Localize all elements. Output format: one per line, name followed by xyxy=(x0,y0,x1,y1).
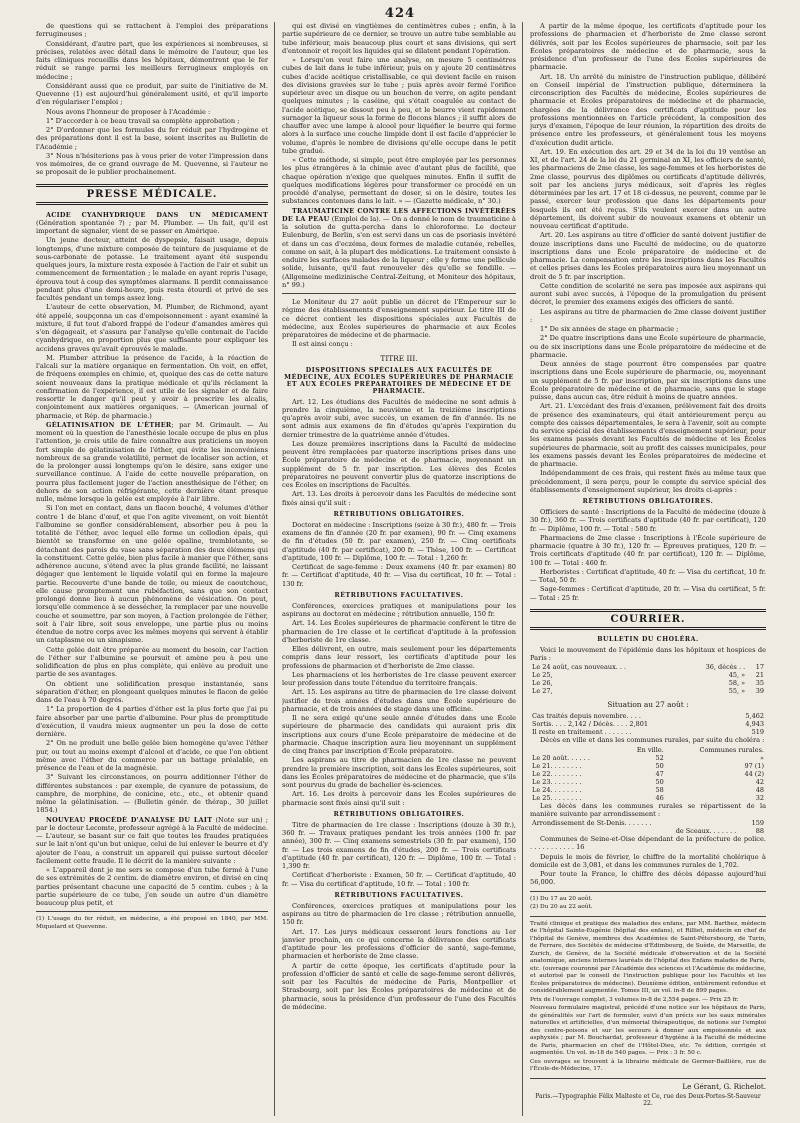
table-cell: 21 xyxy=(755,671,764,680)
paragraph: Art. 16. Les droits à percevoir dans les Écoles supérieures de pharmacie sont fixés ainsi qu'il suit : xyxy=(282,790,516,807)
paragraph: Art. 12. Les étudians des Facultés de médecine ne sont admis à prendre la cinquième, la neuvième et la treizième inscriptions qu'après avoir subi, avec succès, un examen de fin d'année. Ils ne sont admis aux examens de fin d'études qu'après l'expiration du dernier trimestre de la quatrième année d'études. xyxy=(282,397,516,439)
table-cell: Sortis. . . . 2,142 / Décès. . . . 2,801 xyxy=(532,720,648,729)
paragraph: Art. 14. Les Écoles supérieures de pharmacie confèrent le titre de pharmacien de 1re classe et le certificat d'aptitude à la profession d'herboriste de 1re classe. xyxy=(282,619,516,644)
paragraph: Il est ainsi conçu : xyxy=(292,340,353,349)
table-cell: Le 23. . . . . . . . xyxy=(532,777,582,786)
article-paragraph xyxy=(36,421,268,504)
table-cell: 519 xyxy=(751,728,764,737)
article-title: TRAUMATICINE CONTRE LES AFFECTIONS INVÉTÉRÉES DE LA PEAU xyxy=(282,206,516,223)
table-cell: 58, » xyxy=(728,679,746,688)
table-row xyxy=(530,712,766,720)
table-cell: Le 26, xyxy=(532,679,553,688)
titre-heading: TITRE III. xyxy=(380,353,418,363)
paragraph: Les pharmaciens et les herboristes de 1re classe peuvent exercer leur profession dans toute l'étendue du territoire français. xyxy=(282,670,516,687)
table-cell: 45, » xyxy=(728,671,746,680)
footnote: (1) Du 17 au 20 août. xyxy=(530,895,593,902)
table-cell: de Sceaux. . . . . . . xyxy=(675,827,737,835)
bibliography-entry: Prix de l'ouvrage complet, 3 volumes in-8 de 2,554 pages. — Prix 25 fr. xyxy=(530,996,739,1003)
table-cell: 58 xyxy=(655,785,664,794)
table-cell: Le 20 août. . . . . . xyxy=(532,753,590,762)
paragraph: Art. 17. Les jurys médicaux cesseront leurs fonctions au 1er janvier prochain, en ce qui concerne la délivrance des certificats d'aptitude pour les professions d'officier de santé, sage-femme, pharmacien et herboriste de 2me classe. xyxy=(282,927,516,961)
printer-line: Paris.—Typographie Félix Malteste et Ce, rue des Deux-Portes-St-Sauveur 22. xyxy=(535,1092,761,1107)
paragraph: Pharmaciens de 2me classe : Inscriptions à l'École supérieure de pharmacie (quatre à 30 fr.), 120 fr. — Épreuves pratiques, 120 fr. — Trois certificats d'aptitude (40 fr. par certificat), 120 fr. — Diplôme, 100 fr. — Total : 460 fr. xyxy=(530,533,766,567)
table-header-row xyxy=(530,746,766,754)
footnote-divider xyxy=(530,891,766,892)
table-cell: 5,462 xyxy=(745,712,764,721)
column-1 xyxy=(36,22,275,1116)
table-row xyxy=(530,720,766,728)
table-row xyxy=(530,770,766,778)
paragraph: 1° La proportion de 4 parties d'éther est la plus forte que j'ai pu faire absorber par une partie d'albumine. Pour plus de promptitude d'exécution, il vaudra mieux augmenter un peu la dose de cette dernière. xyxy=(36,705,268,738)
table-cell: Le 25, xyxy=(532,671,553,680)
paragraph: A partir de la même époque, les certificats d'aptitude pour les professions de pharmacien et d'herboriste de 2me classe seront délivrés, soit par les Écoles supérieures de pharmacie, soit par les Écoles préparatoires de médecine et de pharmacie, sous la présidence d'un professeur de l'une des Écoles supérieures de pharmacie. xyxy=(530,22,766,72)
table-cell: 35 xyxy=(755,679,764,688)
bulletin-heading: BULLETIN DU CHOLÉRA. xyxy=(597,635,699,643)
bibliography-entry: Traité clinique et pratique des maladies des enfans, par MM. Barthez, médecin de l'hôpital Sainte-Eugénie (hôpital des enfans), et Rilliet, médecin en chef de l'hôpital de Genève, membres des Académies de Saint-Pétersbourg, de Turin, de Ferrare, des Sociétés de médecine d'Édimbourg, de Suède, de Marseille, de Zurich, de Genève, de la Société médicale d'observation et de la Société anatomique, anciens internes lauréats de l'hôpital des Enfans malades de Paris, etc. (ouvrage couronné par l'Académie des sciences et l'Académie de médecine, et autorisé par le conseil de l'instruction publique pour les Facultés et les Écoles préparatoires de médecine). Deuxième édition, entièrement refondue et considérablement augmentée. Tomes III, un vol. in-8 de 899 pages. xyxy=(530,920,766,994)
footnote: (2) Du 20 au 22 août. xyxy=(530,904,593,910)
table-cell: 47 xyxy=(655,769,664,778)
paragraph: Pour toute la France, le chiffre des décès dépasse aujourd'hui 56,000. xyxy=(530,870,766,887)
table-cell: 88 xyxy=(755,827,764,835)
paragraph: On obtient une solidification presque instantanée, sans séparation d'éther, en plongeant quelques minutes le flacon de gelée dans de l'eau à 70 degrés. xyxy=(36,679,268,704)
article-text: (Emploi de la). — On a donné le nom de traumaticine à la solution de gutta-percha dans le chloroforme. Le docteur Eulenburg, de Berlin, s'en est servi dans un cas de psoriasis invétéré et dans un cas d'eczéma, deux formes de maladie cutanée, rebelles, comme on sait, à la plupart des médications. Le traitement consiste à enduire les surfaces malades de la liqueur ; elle y forme une pellicule solide, luisante, qu'il faut renouveler dès qu'elle se fendille. — (Allgemeine medizinische Central-Zeitung, et Moniteur des hôpitaux, n° 99.) xyxy=(282,214,516,289)
paragraph: Il ne sera exigé qu'une seule année d'études dans une École supérieure de pharmacie des candidats qui auraient pris dix inscriptions aux cours d'une École préparatoire de médecine et de pharmacie. Chaque inscription aura lieu moyennant un supplément de cinq francs par inscription d'École préparatoire. xyxy=(282,714,516,755)
table-cell: Le 22. . . . . . . . xyxy=(532,769,582,778)
hospital-cases-table xyxy=(530,663,766,695)
retributions-heading: RÉTRIBUTIONS FACULTATIVES. xyxy=(334,891,464,899)
paragraph: de questions qui se rattachent à l'emploi des préparations ferrugineuses ; xyxy=(36,22,268,39)
paragraph: 1° D'accorder à ce beau travail sa complète approbation ; xyxy=(46,116,240,125)
table-cell: 39 xyxy=(755,687,764,696)
paragraph: Art. 13. Les droits à percevoir dans les Facultés de médecine sont fixés ainsi qu'il suit : xyxy=(282,490,516,507)
retributions-heading: RÉTRIBUTIONS FACULTATIVES. xyxy=(334,591,464,599)
paragraph: Certificat d'herboriste : Examen, 50 fr. — Certificat d'aptitude, 40 fr. — Visa du certificat d'aptitude, 10 fr. — Total : 100 fr. xyxy=(282,871,516,888)
paragraph: Décès en ville et dans les communes rurales, par suite du choléra : xyxy=(540,736,765,745)
table-cell: 48 xyxy=(755,785,764,794)
table-cell: 97 (1) xyxy=(744,761,764,770)
page-number: 424 xyxy=(384,6,416,21)
paragraph: Art. 19. En exécution des art. 29 et 34 de la loi du 19 ventôse an XI, et de l'art. 24 de la loi du 21 germinal an XI, les officiers de santé, les pharmaciens de 2me classe, les sage-femmes et les herboristes de 2me classe, pourvus des diplômes ou certificats d'aptitude délivrés, soit par les anciens jurys médicaux, soit d'après les règles déterminées par les art. 17 et 18 ci-dessus, ne peuvent, comme par le passé, exercer leur profession que dans les départements pour lesquels ils ont été reçus. S'ils veulent exercer dans un autre département, ils doivent subir de nouveaux examens et obtenir un nouveau certificat d'aptitude. xyxy=(530,147,766,230)
paragraph: 3° Suivant les circonstances, on pourra additionner l'éther de différentes substances : par exemple, de cyanure de potassium, de camphre, de morphine, de conicine, etc., etc., et obtenir quand même la gélatinisation. — (Bulletin génér. de thérap., 30 juillet 1854.) xyxy=(36,773,268,815)
paragraph: Art. 15. Les aspirans au titre de pharmacien de 1re classe doivent justifier de trois années d'études dans une École supérieure de pharmacie, et de trois années de stage dans une officine. xyxy=(282,688,516,713)
divider xyxy=(282,293,516,294)
titre-subheading: DISPOSITIONS SPÉCIALES AUX FACULTÉS DE MÉDECINE, AUX ÉCOLES SUPÉRIEURES DE PHARMACIE ET AUX ÉCOLES PRÉPARATOIRES DE MÉDECINE ET DE PHARMACIE. xyxy=(284,366,514,395)
table-row xyxy=(530,827,766,835)
column-2 xyxy=(282,22,523,1116)
table-row xyxy=(530,819,766,827)
paragraph: Officiers de santé : Inscriptions de la Faculté de médecine (douze à 30 fr.), 360 fr. — Trois certificats d'aptitude (40 fr. par certificat), 120 fr. — Diplôme, 100 fr. — Total : 580 fr. xyxy=(530,508,766,533)
situation-heading: Situation au 27 août : xyxy=(607,700,689,710)
paragraph: Les décès dans les communes rurales se répartissent de la manière suivante par arrondissement : xyxy=(530,801,766,818)
paragraph: Herboristes : Certificat d'aptitude, 40 fr. — Visa du certificat, 10 fr. — Total, 50 fr. xyxy=(530,567,766,584)
paragraph: 2° D'ordonner que les formules du fer réduit par l'hydrogène et des préparations dont il est la base, soient inscrites au Bulletin de l'Académie ; xyxy=(36,126,268,151)
paragraph: « L'appareil dont je me sers se compose d'un tube fermé à l'une de ses extrémités de 2 centim. de diamètre environ, et divisé en cinq parties présentant chacune une capacité de 5 centim. cubes ; à la partie supérieure de ce tube, j'en soude un autre d'un diamètre beaucoup plus petit, et xyxy=(36,866,268,907)
retributions-heading: RÉTRIBUTIONS OBLIGATOIRES. xyxy=(333,810,465,818)
table-cell: 36, décès . . xyxy=(705,663,746,672)
paragraph: Conférences, exercices pratiques et manipulations pour les aspirans au titre de pharmacien de 1re classe ; rétribution annuelle, 150 fr. xyxy=(282,901,516,927)
paragraph: Certificat de sage-femme : Deux examens (40 fr. par examen) 80 fr. — Certificat d'aptitude, 40 fr. — Visa du certificat, 10 fr. — Total : 130 fr. xyxy=(282,563,516,588)
table-cell: Le 27, xyxy=(532,687,553,696)
paragraph: Conférences, exercices pratiques et manipulations pour les aspirans au doctorat en médecine ; rétribution annuelle, 150 fr. xyxy=(282,601,516,618)
table-cell: 46 xyxy=(655,793,664,802)
table-cell: Il reste en traitement . . . . . . . xyxy=(532,728,632,737)
paragraph: Les douze premières inscriptions dans la Faculté de médecine peuvent être remplacées par quatorze inscriptions prises dans une École préparatoire de médecine et de pharmacie, moyennant un supplément de 5 fr. par inscription. Les élèves des Écoles préparatoires ne peuvent convertir plus de quatorze inscriptions de ces Écoles en inscriptions de Facultés. xyxy=(282,439,516,489)
table-row xyxy=(530,778,766,786)
divider xyxy=(530,916,766,917)
paragraph: Indépendamment de ces frais, qui restent fixés au même taux que précédemment, il sera perçu, pour le compte du service spécial des établissements d'enseignement supérieur, les droits ci-après : xyxy=(530,469,766,494)
paragraph: Depuis le mois de février, le chiffre de la mortalité cholérique à domicile est de 3,081, et dans les communes rurales de 1,702. xyxy=(530,852,766,869)
table-row xyxy=(530,663,766,671)
table-row xyxy=(530,754,766,762)
footnote: (1) L'usage du fer réduit, en médecine, a été proposé en 1840, par MM. Miquelard et Quevenne. xyxy=(36,916,268,930)
gerant-signature: Le Gérant, G. Richelot. xyxy=(530,1078,766,1091)
article-paragraph xyxy=(36,211,268,236)
table-row xyxy=(530,762,766,770)
table-cell: Le 25. . . . . . . . xyxy=(532,793,582,802)
article-text: (Note sur un) ; par le docteur Lecomte, professeur agrégé à la Faculté de médecine. — L'auteur, se basant sur ce fait que toutes les fraudes pratiquées sur le lait n'ont qu'un but unique, celui de lui enlever le beurre et d'y ajouter de l'eau, a construit un appareil qui puisse surtout déceler facilement cette fraude. Il le décrit de la manière suivante : xyxy=(36,815,268,865)
paragraph: Les aspirans au titre de pharmacien de 2me classe doivent justifier : xyxy=(530,307,766,324)
table-cell: 32 xyxy=(755,793,764,802)
article-title: NOUVEAU PROCÉDÉ D'ANALYSE DU LAIT xyxy=(46,815,213,824)
table-cell: 159 xyxy=(751,819,764,827)
arrondissement-table xyxy=(530,819,766,835)
intro-paragraphs xyxy=(36,22,268,177)
paragraph: Art. 21. L'excédant des frais d'examen, prélèvement fait des droits de présence des examinateurs, qui était antérieurement perçu au compte des caisses départementales, le sera à l'avenir, soit au compte du service spécial des établissements d'enseignement supérieur, pour les examens passés devant les Facultés de médecine et les Écoles supérieures de pharmacie, soit au profit des caisses municipales, pour les examens passés devant les Écoles préparatoires de médecine et de pharmacie. xyxy=(530,402,766,468)
retributions-heading: RÉTRIBUTIONS OBLIGATOIRES. xyxy=(333,510,465,518)
paragraph: Un jeune docteur, atteint de dyspepsie, faisait usage, depuis longtemps, d'une mixture composée de teinture de jusquiame et de sous-carbonate de potasse. Le traitement ayant été suspendu quelques jours, la mixture resta exposée à l'action de l'air et subit un commencement de fermentation ; le malade en ayant repris l'usage, éprouva tout à coup des symptômes alarmans. Il perdit connaissance pendant plus d'une demi-heure, puis resta étourdi et privé de ses facultés pendant un temps assez long. xyxy=(36,236,268,302)
paragraph: Cette gelée doit être préparée au moment du besoin, car l'action de l'éther sur l'albumine se poursuit et amène peu à peu une solidification de plus en plus complète, qui enlève au produit une partie de ses avantages. xyxy=(36,645,268,679)
table-header-cell xyxy=(530,746,621,754)
table-cell: Cas traités depuis novembre. . . . xyxy=(532,712,641,721)
paragraph: » Lorsqu'on veut faire une analyse, on mesure 5 centimètres cubes de lait dans le tube inférieur, puis on y ajoute 20 centimètres cubes d'acide acétique cristallisable, ce qui devient facile en raison des divisions gravées sur le tube ; puis après avoir fermé l'orifice supérieur avec un disque ou un bouchon de verre, on agite pendant quelques minutes ; la caséine, qui s'était coagulée au contact de l'acide acétique, se dissout peu à peu, et le beurre vient rapidement surnager la liqueur sous la forme de flocons blancs ; il suffit alors de chauffer avec une lampe à alcool pour liquéfier le beurre qui forme alors à la surface une couche limpide dont il est facile d'apprécier le volume, d'après le nombre de divisions qu'elle occupe dans le petit tube gradué. xyxy=(282,56,516,155)
paragraph: A partir de cette époque, les certificats d'aptitude pour la profession d'officier de santé et celle de sage-femme seront délivrés, soit par les Facultés de médecine de Paris, Montpellier et Strasbourg, soit par les Écoles préparatoires de médecine et de pharmacie, sous la présidence d'un professeur de l'une des Facultés de médecine. xyxy=(282,961,516,1011)
retributions-heading: RÉTRIBUTIONS OBLIGATOIRES. xyxy=(582,498,714,505)
paragraph: Communes de Seine-et-Oise dépendant de la préfecture de police. . . . . . . . . . . . 16 xyxy=(530,835,766,852)
table-cell: » xyxy=(760,753,764,762)
paragraph: 2° De quatre inscriptions dans une École supérieure de pharmacie, ou de six inscriptions dans une École préparatoire de médecine et de pharmacie. xyxy=(530,334,766,359)
article-title: ACIDE CYANHYDRIQUE DANS UN MÉDICAMENT xyxy=(46,210,268,219)
paragraph: Considérant, d'autre part, que les expériences si nombreuses, si précises, relatées avec détail dans le mémoire de l'auteur, que les faits cliniques recueillis dans les hôpitaux, démontrent que le fer réduit se range parmi les meilleurs ferrugineux employés en médecine ; xyxy=(36,39,268,81)
section-title-presse: PRESSE MÉDICALE. xyxy=(36,184,268,205)
table-cell: 50 xyxy=(655,761,664,770)
paragraph: 1° De six années de stage en pharmacie ; xyxy=(540,325,679,333)
communes-table xyxy=(530,746,766,802)
paragraph: Sage-femmes : Certificat d'aptitude, 20 fr. — Visa du certificat, 5 fr. — Total : 25 fr. xyxy=(530,585,766,602)
table-row xyxy=(530,671,766,679)
paragraph: Elles délivrent, en outre, mais seulement pour les départements compris dans leur ressort, les certificats d'aptitude pour les professions de pharmacien et d'herboriste de 2me classe. xyxy=(282,645,516,670)
footnote-divider xyxy=(36,911,268,912)
paragraph: Art. 18. Un arrêté du ministre de l'instruction publique, délibéré en Conseil impérial de l'instruction publique, déterminera la circonscription des Facultés de médecine, Écoles supérieures de pharmacie et Écoles préparatoires de médecine et de pharmacie, chargées de la délivrance des certificats d'aptitude pour les professions mentionnées en l'article précédent, la composition des jurys d'examen, l'époque de leur réunion, la répartition des droits de présence entre les professeurs, et généralement tous les moyens d'exécution dudit article. xyxy=(530,72,766,147)
paragraph: Nous avons l'honneur de proposer à l'Académie : xyxy=(46,107,211,116)
table-row xyxy=(530,679,766,687)
paragraph: Les aspirans au titre de pharmacien de 1re classe ne peuvent prendre la première inscription, soit dans les Écoles supérieures, soit dans les Écoles préparatoires de médecine et de pharmacie, que s'ils sont pourvus du grade de bachelier ès-sciences. xyxy=(282,756,516,789)
table-cell: 42 xyxy=(755,777,764,786)
table-row xyxy=(530,794,766,802)
paragraph: Art. 20. Les aspirans au titre d'officier de santé doivent justifier de douze inscriptions dans une Faculté de médecine, ou de quatorze inscriptions dans une École préparatoire de médecine et de pharmacie. La compensation entre les inscriptions dans les Facultés et celles prises dans les Écoles préparatoires aura lieu moyennant un droit de 5 fr. par inscription. xyxy=(530,231,766,281)
paragraph: Voici le mouvement de l'épidémie dans les hôpitaux et hospices de Paris : xyxy=(530,645,766,662)
table-row xyxy=(530,687,766,695)
paragraph: M. Plumber attribue la présence de l'acide, à la réaction de l'alcali sur la matière organique en fermentation. On voit, en effet, de fréquens exemples en chimie, et, quoique des cas de cette nature soient nouveaux dans la pratique médicale et qu'ils réclament la confirmation de l'expérience, il est utile de les signaler et de faire ressortir le danger qu'il peut y avoir à prescrire les alcalis, conjointement aux matières organiques. — (American journal of pharmacie, et Rép. de pharmacie.) xyxy=(36,353,268,420)
table-cell: 44 (2) xyxy=(744,769,764,778)
article-text: (Génération spontanée ?) ; par M. Plumber. — Un fait, qu'il est important de signaler, vient de se passer en Amérique. xyxy=(36,218,268,235)
bibliography-entry: Ces ouvrages se trouvent à la librairie médicale de Germer-Baillière, rue de l'École-de-Médecine, 17. xyxy=(530,1058,766,1072)
paragraph: L'auteur de cette observation, M. Plumber, de Richmond, ayant été appelé, soupçonna un cas d'empoisonnement : ayant examiné la mixture, il fut tout d'abord frappé de l'odeur d'amandes amères qui s'en dégageait, et s'assura par l'analyse qu'elle contenait de l'acide cyanhydrique, en proportion plus que suffisante pour expliquer les accidens graves qu'avait éprouvés le malade. xyxy=(36,303,268,353)
paragraph: Titre de pharmacien de 1re classe : Inscriptions (douze à 30 fr.), 360 fr. — Travaux pratiques pendant les trois années (100 fr. par année), 300 fr. — Cinq examens semestriels (30 fr. par examen), 150 fr. — Les trois examens de fin d'études, 200 fr. — Trois certificats d'aptitude (40 fr. par certificat), 120 fr. — Diplôme, 100 fr. — Total : 1,390 fr. xyxy=(282,820,516,870)
table-cell: 55, » xyxy=(728,687,746,696)
table-cell: 50 xyxy=(655,777,664,786)
section-title-courrier: COURRIER. xyxy=(530,609,766,630)
article-paragraph xyxy=(36,816,268,866)
article-text: ; par M. Grimault. — Au moment où la question de l'anesthésie locale occupe de plus en plus l'attention, je crois utile de faire connaître aux praticiens un moyen fort simple de gélatinisation de l'éther, qui évite les inconvéniens nombreux de sa grande volatilité, permet de localiser son action, et de la prolonger aussi longtemps qu'on le désire, sans exiger une surveillance continue. A l'aide de cette nouvelle préparation, on pourra plus facilement juger de l'action anesthésique de l'éther, en dehors de son action réfrigérante, cette dernière étant presque nulle, même lorsque la gelée est employée à l'air libre. xyxy=(36,420,268,503)
column-3 xyxy=(530,22,766,1116)
table-cell: Le 21. . . . . . . . xyxy=(532,761,582,770)
bibliography-entry: Nouveau formulaire magistral, précédé d'une notice sur les hôpitaux de Paris, de généralités sur l'art de formuler, suivi d'un précis sur les eaux minérales naturelles et artificielles, d'un mémorial thérapeutique, de notions sur l'emploi des contre-poisons et sur les secours à donner aux empoisonnés et aux asphyxiés ; par M. Bouchardat, professeur d'hygiène à la Faculté de médecine de Paris, pharmacien en chef de l'Hôtel-Dieu, etc. 7e édition, corrigée et augmentée. Un vol. in-18 de 540 pages. — Prix : 3 fr. 50 c. xyxy=(530,1005,766,1056)
paragraph: Si l'on met en contact, dans un flacon bouché, 4 volumes d'éther contre 1 de blanc d'œuf, et que l'on agite vivement, on voit bientôt l'albumine se gonfler considérablement, absorber peu à peu la totalité de l'éther, avec lequel elle forme un collodion épais, qui bientôt se transforme en une gelée opaline, tremblotante, se détachant des parois du vase sans séparation des deux élémens qui la constituent. Cette gelée, bien plus facile à manier que l'éther, sans adhérence aucune, s'étend avec la plus grande facilité, ne laissant dégager que lentement le liquide volatil qui en forme la majeure partie. Recouverte d'une bande de toile, ou mieux de caoutchouc, elle cause promptement une rubéfaction, sans que son contact prolongé donne lieu à aucun phénomène de vésication. On peut, lorsqu'elle commence à se dessécher, la remplacer par une nouvelle couche et soumettre, par son moyen, à l'action prolongée de l'éther, soit à l'air libre, soit sous enveloppe, une partie plus ou moins étendue de notre corps avec les mêmes moyens qui servent à établir un cataplasme ou un sinapisme. xyxy=(36,504,268,645)
paragraph: Doctorat en médecine : Inscriptions (seize à 30 fr.), 480 fr. — Trois examens de fin d'année (20 fr. par examen), 90 fr. — Cinq examens de fin d'études (50 fr. par examen), 250 fr. — Cinq certificats d'aptitude (40 fr. par certificat), 200 fr. — Thèse, 100 fr. — Certificat d'aptitude, 100 fr. — Diplôme, 100 fr. — Total : 1,260 fr. xyxy=(282,520,516,562)
article-paragraph xyxy=(282,207,516,290)
article-title: GÉLATINISATION DE L'ÉTHER xyxy=(46,420,172,429)
table-row xyxy=(530,786,766,794)
paragraph: 3° Nous n'hésiterions pas à vous prier de voter l'impression dans vos mémoires, de ce grand ouvrage de M. Quevenne, si l'auteur ne se proposait de le publier prochainement. xyxy=(36,151,268,177)
table-cell: 52 xyxy=(655,753,664,762)
table-cell: Arrondissement de St-Denis. . . . . . . xyxy=(532,819,652,827)
paragraph: qui est divisé en vingtièmes de centimètres cubes ; enfin, à la partie supérieure de ce dernier, se trouve un autre tube semblable au tube inférieur, mais beaucoup plus court et sans divisions, qui sert d'entonnoir et reçoit les liquides qui se dilatent pendant l'opération. xyxy=(282,22,516,55)
table-header-cell: Communes rurales. xyxy=(699,745,764,754)
paragraph: Le Moniteur du 27 août publie un décret de l'Empereur sur le régime des établissements d'enseignement supérieur. Le titre III de ce décret contient les dispositions spéciales aux Facultés de médecine, aux Écoles supérieures de pharmacie et aux Écoles préparatoires de médecine et de pharmacie. xyxy=(282,298,516,339)
paragraph: » Cette méthode, si simple, peut être employée par les personnes les plus étrangères à la chimie avec d'autant plus de facilité, que chaque opération n'exige que quelques minutes. Enfin il suffit de quelques modifications légères pour transformer ce procédé en un procédé d'analyse, permettant de doser, si on le désire, toutes les substances contenues dans le lait. » — (Gazette médicale, n° 30.) xyxy=(282,156,516,206)
table-header-cell: En ville. xyxy=(636,745,664,754)
paragraph: 2° On ne produit une belle gelée bien homogène qu'avec l'éther pur, ou tout au moins exempt d'alcool et d'acide, ce que l'on obtient même avec l'éther du commerce par un battage préalable, en présence de l'eau et de la magnésie. xyxy=(36,739,268,772)
table-row xyxy=(530,728,766,736)
situation-table xyxy=(530,712,766,736)
table-cell: 17 xyxy=(755,663,764,672)
table-cell: Le 24 août, cas nouveaux. . . xyxy=(532,663,627,672)
paragraph: Deux années de stage pourront être compensées par quatre inscriptions dans une École supérieure de pharmacie, ou, moyennant un supplément de 5 fr. par inscription, par six inscriptions dans une École préparatoire de médecine et de pharmacie, sans que le stage puisse, dans aucun cas, être réduit à moins de quatre années. xyxy=(530,360,766,401)
table-cell: 4,943 xyxy=(745,720,764,729)
paragraph: Cette condition de scolarité ne sera pas imposée aux aspirans qui auront subi avec succès, à l'époque de la promulgation du présent décret, le premier des examens exigés des officiers de santé. xyxy=(530,281,766,307)
table-cell: Le 24. . . . . . . . xyxy=(532,785,582,794)
paragraph: Considérant aussi que ce produit, par suite de l'initiative de M. Quevenne (1) est aujourd'hui généralement usité, et qu'il importe d'en régulariser l'emploi ; xyxy=(36,81,268,107)
